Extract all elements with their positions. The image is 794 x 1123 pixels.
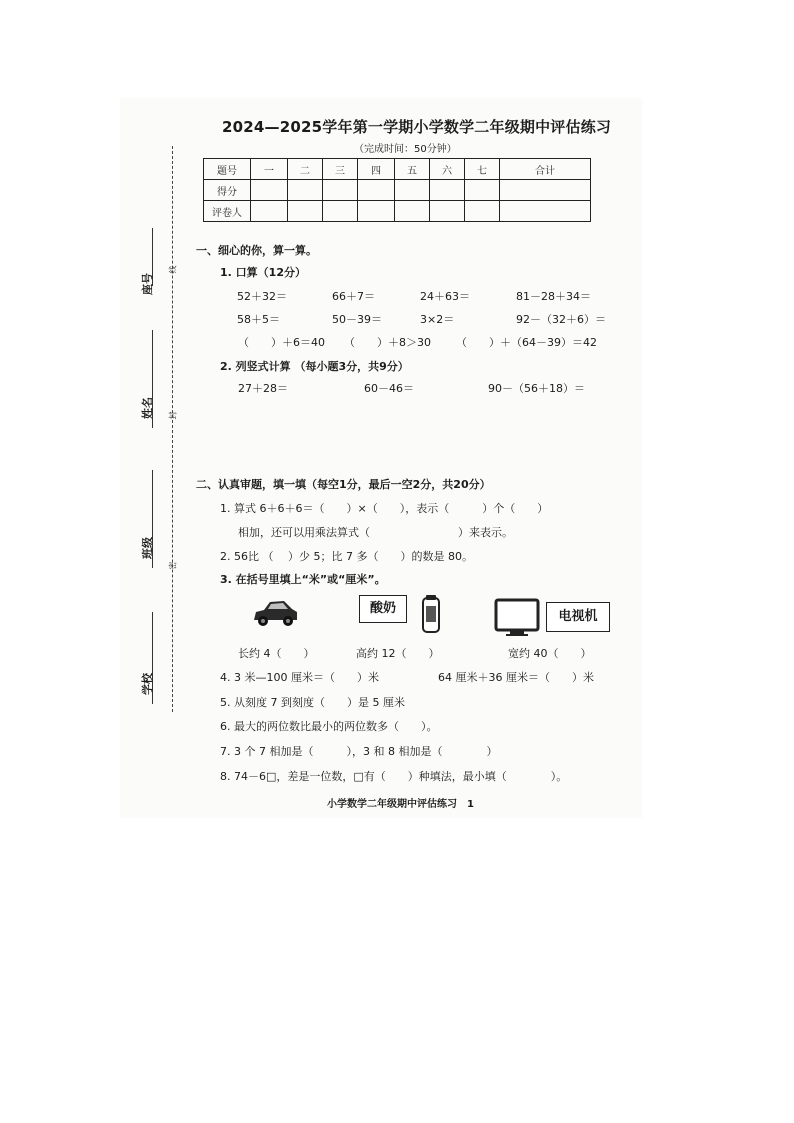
s2-q3: 3. 在括号里填上“米”或“厘米”。 xyxy=(220,573,386,586)
section2-heading: 二、认真审题，填一填（每空1分，最后一空2分，共20分） xyxy=(196,478,491,491)
binding-line xyxy=(172,146,173,712)
tv-label-box: 电视机 xyxy=(546,602,610,632)
s2-q3-answer-car: 长约 4（ ） xyxy=(238,647,315,660)
s1-q1-item: 52＋32＝ xyxy=(237,290,287,303)
grader-cell[interactable] xyxy=(465,201,500,222)
tv-icon xyxy=(494,598,540,638)
section1-heading: 一、细心的你，算一算。 xyxy=(196,244,317,257)
s1-q1-item: 92－（32＋6）＝ xyxy=(516,313,606,326)
col-4: 四 xyxy=(358,159,395,180)
seal-char-seal: 封 xyxy=(168,411,178,420)
car-icon xyxy=(250,596,300,630)
s1-q1-item: （ ）＋8＞30 xyxy=(344,336,431,349)
grader-cell[interactable] xyxy=(251,201,288,222)
grader-cell[interactable] xyxy=(323,201,358,222)
seat-label: 座号 xyxy=(141,273,154,295)
score-cell[interactable] xyxy=(395,180,430,201)
s1-q1-item: 24＋63＝ xyxy=(420,290,470,303)
name-label: 姓名 xyxy=(141,397,154,419)
col-1: 一 xyxy=(251,159,288,180)
page-footer: 小学数学二年级期中评估练习 1 xyxy=(327,799,474,810)
s2-q7: 7. 3 个 7 相加是（ ），3 和 8 相加是（ ） xyxy=(220,745,498,758)
score-cell[interactable] xyxy=(500,180,591,201)
s2-q4a: 4. 3 米—100 厘米＝（ ）米 xyxy=(220,671,379,684)
s1-q2-item: 90－（56＋18）＝ xyxy=(488,382,585,395)
col-5: 五 xyxy=(395,159,430,180)
s1-q2-item: 27＋28＝ xyxy=(238,382,288,395)
row-label-grader: 评卷人 xyxy=(204,201,251,222)
score-cell[interactable] xyxy=(430,180,465,201)
s2-q1-line1: 1. 算式 6＋6＋6＝（ ）×（ ），表示（ ）个（ ） xyxy=(220,502,549,515)
page-title: 2024—2025学年第一学期小学数学二年级期中评估练习 xyxy=(222,118,612,136)
col-7: 七 xyxy=(465,159,500,180)
s1-q1-item: 3×2＝ xyxy=(420,313,455,326)
s1-q1-item: 66＋7＝ xyxy=(332,290,375,303)
s1-q1-item: （ ）＋6＝40 xyxy=(238,336,325,349)
seal-char-secret: 密 xyxy=(168,561,178,570)
row-label-number: 题号 xyxy=(204,159,251,180)
s2-q8: 8. 74－6□，差是一位数，□有（ ）种填法，最小填（ ）。 xyxy=(220,770,568,783)
s1-q1-item: 81－28＋34＝ xyxy=(516,290,591,303)
score-cell[interactable] xyxy=(465,180,500,201)
s2-q6: 6. 最大的两位数比最小的两位数多（ ）。 xyxy=(220,720,438,733)
s1-q1-item: 50－39＝ xyxy=(332,313,382,326)
class-label: 班级 xyxy=(141,537,154,559)
yogurt-bottle-icon xyxy=(420,594,442,634)
seal-char-line: 线 xyxy=(168,265,178,274)
grader-cell[interactable] xyxy=(358,201,395,222)
s1-q1-title: 1. 口算（12分） xyxy=(220,266,306,279)
s2-q2: 2. 56比 （ ）少 5；比 7 多（ ）的数是 80。 xyxy=(220,550,473,563)
s2-q3-answer-tv: 宽约 40（ ） xyxy=(508,647,592,660)
s2-q1-line2: 相加，还可以用乘法算式（ ）来表示。 xyxy=(238,526,513,539)
score-cell[interactable] xyxy=(323,180,358,201)
col-2: 二 xyxy=(288,159,323,180)
col-3: 三 xyxy=(323,159,358,180)
school-label: 学校 xyxy=(141,673,154,695)
s2-q4b: 64 厘米＋36 厘米＝（ ）米 xyxy=(438,671,594,684)
grader-cell[interactable] xyxy=(500,201,591,222)
grader-cell[interactable] xyxy=(430,201,465,222)
s2-q5: 5. 从刻度 7 到刻度（ ）是 5 厘米 xyxy=(220,696,405,709)
col-total: 合计 xyxy=(500,159,591,180)
row-label-score: 得分 xyxy=(204,180,251,201)
score-cell[interactable] xyxy=(251,180,288,201)
score-cell[interactable] xyxy=(358,180,395,201)
s2-q3-answer-yogurt: 高约 12（ ） xyxy=(356,647,440,660)
s1-q2-title: 2. 列竖式计算 （每小题3分，共9分） xyxy=(220,360,409,373)
grader-cell[interactable] xyxy=(395,201,430,222)
score-table xyxy=(203,158,591,222)
grader-cell[interactable] xyxy=(288,201,323,222)
score-cell[interactable] xyxy=(288,180,323,201)
yogurt-label-box: 酸奶 xyxy=(359,595,407,623)
col-6: 六 xyxy=(430,159,465,180)
s1-q2-item: 60－46＝ xyxy=(364,382,414,395)
s1-q1-item: （ ）＋（64－39）＝42 xyxy=(456,336,597,349)
page-subtitle: （完成时间：50分钟） xyxy=(354,144,457,155)
s1-q1-item: 58＋5＝ xyxy=(237,313,280,326)
